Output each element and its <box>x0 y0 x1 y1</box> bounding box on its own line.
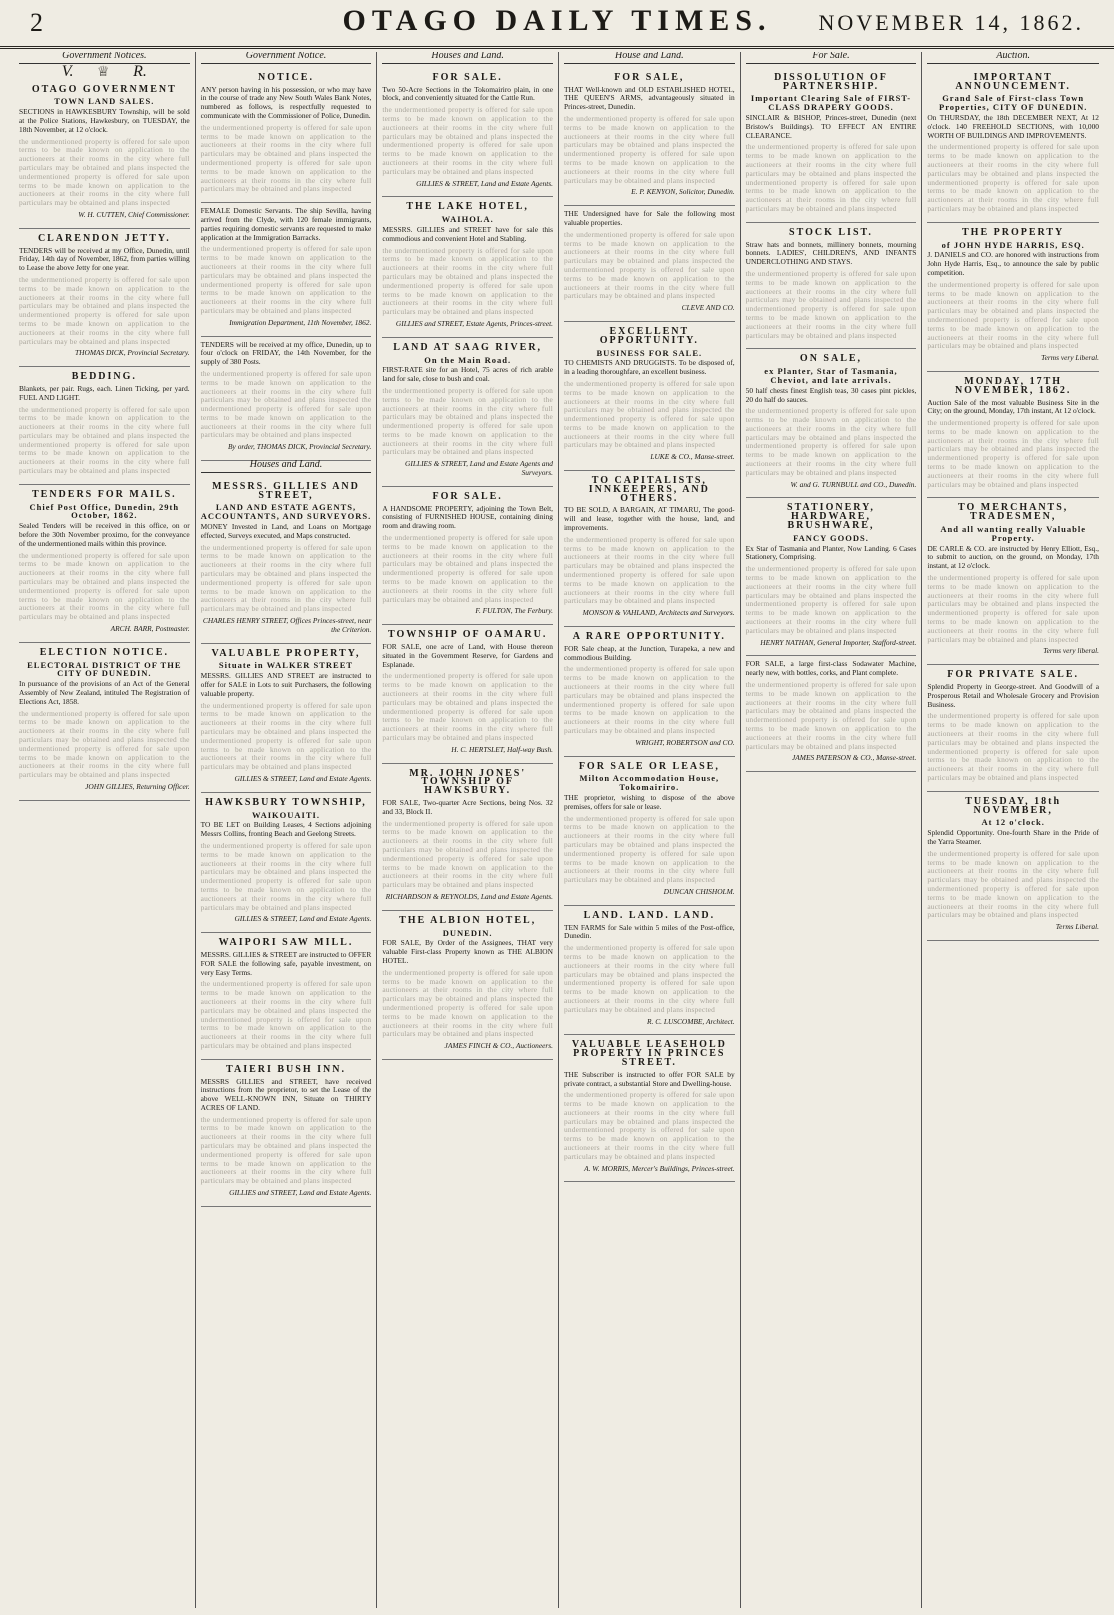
ad-signature: JAMES PATERSON & CO., Manse-street. <box>792 753 917 763</box>
ad-body: A HANDSOME PROPERTY, adjoining the Town Belt, consisting of FURNISHED HOUSE, containing dining room and drawing room. <box>382 503 553 531</box>
crest-icon: ♕ <box>97 64 110 80</box>
advertisement <box>19 80 190 229</box>
column-4 <box>559 52 741 1608</box>
ad-title: OTAGO GOVERNMENT <box>31 83 177 95</box>
advertisement <box>201 644 372 793</box>
ad-subtitle: And all wanting really Valuable Property. <box>940 524 1086 543</box>
advertisement <box>201 477 372 644</box>
ad-filler-text: the undermentioned property is offered for sale upon terms to be made known on application to the auctioneers at their rooms in the city where full particulars may be obtained and plans inspected the undermentioned property is offered for sale upon terms to be made known on application to the auctioneers at their rooms in the city where full particulars may be obtained and plans inspected <box>200 244 372 315</box>
ad-filler-text: the undermentioned property is offered for sale upon terms to be made known on application to the auctioneers at their rooms in the city where full particulars may be obtained and plans inspected the undermentioned property is offered for sale upon terms to be made known on application to the auctioneers at their rooms in the city where full particulars may be obtained and plans inspected <box>19 404 190 476</box>
ad-body: THE Subscriber is instructed to offer FOR SALE by private contract, a substantial Store and Dwelling-house. <box>564 1069 735 1088</box>
ad-subtitle: BUSINESS FOR SALE. <box>596 347 703 358</box>
advertisement <box>382 68 553 198</box>
ad-subtitle: DUNEDIN. <box>442 927 493 938</box>
ad-body: DE CARLE & CO. are instructed by Henry Elliott, Esq., to submit to auction, on the ground, on Monday, 17th instant, at 12 o'clock. <box>927 543 1099 571</box>
column-heading: Government Notices. <box>19 52 190 64</box>
ad-title: FOR PRIVATE SALE. <box>947 669 1080 681</box>
ad-body: MESSRS GILLIES and STREET, have received instructions from the proprietor, to set the Lease of the above WELL-KNOWN INN, Situate on THIRTY ACRES OF LAND. <box>200 1076 372 1112</box>
ad-filler-text: the undermentioned property is offered for sale upon terms to be made known on application to the auctioneers at their rooms in the city where full particulars may be obtained and plans inspected the undermentioned property is offered for sale upon terms to be made known on application to the auctioneers at their rooms in the city where full particulars may be obtained and plans inspected <box>564 943 735 1014</box>
ad-title: STATIONERY, HARDWARE, BRUSHWARE, <box>787 502 875 532</box>
ad-filler-text: the undermentioned property is offered for sale upon terms to be made known on application to the auctioneers at their rooms in the city where full particulars may be obtained and plans inspected the undermentioned property is offered for sale upon terms to be made known on application to the auctioneers at their rooms in the city where full particulars may be obtained and plans inspected <box>564 664 735 735</box>
ad-filler-text: the undermentioned property is offered for sale upon terms to be made known on application to the auctioneers at their rooms in the city where full particulars may be obtained and plans inspected the undermentioned property is offered for sale upon terms to be made known on application to the auctioneers at their rooms in the city where full particulars may be obtained and plans inspected <box>745 680 917 751</box>
column-5 <box>741 52 923 1608</box>
advertisement <box>201 337 372 462</box>
ad-title: ON SALE, <box>799 353 863 365</box>
ad-signature: JOHN GILLIES, Returning Officer. <box>85 781 190 791</box>
ad-filler-text: the undermentioned property is offered for sale upon terms to be made known on application to the auctioneers at their rooms in the city where full particulars may be obtained and plans inspected the undermentioned property is offered for sale upon terms to be made known on application to the auctioneers at their rooms in the city where full particulars may be obtained and plans inspected <box>200 122 372 194</box>
ad-signature: HENRY NATHAN, General Importer, Stafford-street. <box>760 637 917 647</box>
ad-filler-text: the undermentioned property is offered for sale upon terms to be made known on application to the auctioneers at their rooms in the city where full particulars may be obtained and plans inspected the undermentioned property is offered for sale upon terms to be made known on application to the auctioneers at their rooms in the city where full particulars may be obtained and plans inspected <box>564 534 735 606</box>
advertisement <box>746 656 917 772</box>
ad-filler-text: the undermentioned property is offered for sale upon terms to be made known on application to the auctioneers at their rooms in the city where full particulars may be obtained and plans inspected the undermentioned property is offered for sale upon terms to be made known on application to the auctioneers at their rooms in the city where full particulars may be obtained and plans inspected <box>745 268 917 340</box>
ad-signature: JAMES FINCH & CO., Auctioneers. <box>444 1041 553 1051</box>
ad-title: ELECTION NOTICE. <box>39 646 169 658</box>
column-heading: Government Notice. <box>201 52 372 64</box>
ad-body: Ex Star of Tasmania and Planter, Now Landing. 6 Cases Stationery, Comprising. <box>745 543 917 562</box>
ad-subtitle: FANCY GOODS. <box>793 532 869 543</box>
ad-body: TO BE LET on Building Leases, 4 Sections adjoining Messrs Collins, fronting Beach and Geelong Streets. <box>200 820 372 839</box>
ad-filler-text: the undermentioned property is offered for sale upon terms to be made known on application to the auctioneers at their rooms in the city where full particulars may be obtained and plans inspected the undermentioned property is offered for sale upon terms to be made known on application to the auctioneers at their rooms in the city where full particulars may be obtained and plans inspected <box>927 711 1099 782</box>
ad-title: TENDERS FOR MAILS. <box>32 488 177 500</box>
advertisement <box>564 206 735 322</box>
ad-subtitle: TOWN LAND SALES. <box>54 96 155 107</box>
ad-body: FOR SALE, By Order of the Assignees, THAT very valuable First-class Property known as THE ALBION HOTEL. <box>382 938 553 965</box>
ad-signature: GILLIES & STREET, Land and Estate Agents. <box>234 773 372 783</box>
ad-filler-text: the undermentioned property is offered for sale upon terms to be made known on application to the auctioneers at their rooms in the city where full particulars may be obtained and plans inspected the undermentioned property is offered for sale upon terms to be made known on application to the auctioneers at their rooms in the city where full particulars may be obtained and plans inspected <box>200 700 372 772</box>
ad-filler-text: the undermentioned property is offered for sale upon terms to be made known on application to the auctioneers at their rooms in the city where full particulars may be obtained and plans inspected the undermentioned property is offered for sale upon terms to be made known on application to the auctioneers at their rooms in the city where full particulars may be obtained and plans inspected <box>19 708 190 780</box>
ad-filler-text: the undermentioned property is offered for sale upon terms to be made known on application to the auctioneers at their rooms in the city where full particulars may be obtained and plans inspected the undermentioned property is offered for sale upon terms to be made known on application to the auctioneers at their rooms in the city where full particulars may be obtained and plans inspected <box>19 274 190 346</box>
advertisement <box>746 498 917 656</box>
ad-signature: DUNCAN CHISHOLM. <box>663 886 735 896</box>
ad-body: TO CHEMISTS AND DRUGGISTS. To be disposed of, in a leading thoroughfare, an excellent business. <box>564 358 735 377</box>
ad-filler-text: the undermentioned property is offered for sale upon terms to be made known on application to the auctioneers at their rooms in the city where full particulars may be obtained and plans inspected the undermentioned property is offered for sale upon terms to be made known on application to the auctioneers at their rooms in the city where full particulars may be obtained and plans inspected <box>382 967 553 1039</box>
advertisement <box>382 625 553 763</box>
ad-subtitle: WAIKOUAITI. <box>252 809 320 820</box>
ad-filler-text: the undermentioned property is offered for sale upon terms to be made known on application to the auctioneers at their rooms in the city where full particulars may be obtained and plans inspected the undermentioned property is offered for sale upon terms to be made known on application to the auctioneers at their rooms in the city where full particulars may be obtained and plans inspected <box>564 113 735 185</box>
advertisement <box>927 498 1099 665</box>
ad-title: A RARE OPPORTUNITY. <box>572 631 726 643</box>
ad-body: THE Undersigned have for Sale the following most valuable properties. <box>564 209 735 227</box>
advertisement <box>564 627 735 757</box>
ad-filler-text: the undermentioned property is offered for sale upon terms to be made known on application to the auctioneers at their rooms in the city where full particulars may be obtained and plans inspected the undermentioned property is offered for sale upon terms to be made known on application to the auctioneers at their rooms in the city where full particulars may be obtained and plans inspected <box>200 542 372 614</box>
ad-filler-text: the undermentioned property is offered for sale upon terms to be made known on application to the auctioneers at their rooms in the city where full particulars may be obtained and plans inspected the undermentioned property is offered for sale upon terms to be made known on application to the auctioneers at their rooms in the city where full particulars may be obtained and plans inspected <box>19 550 190 622</box>
ad-body: SECTIONS in HAWKESBURY Township, will be sold at the Police Stations, Hawkesbury, on TUESDAY, the 18th November, at 12 o'clock. <box>19 107 190 134</box>
ad-title: TO CAPITALISTS, INNKEEPERS, AND OTHERS. <box>588 475 710 504</box>
ad-signature: Terms very liberal. <box>1043 646 1099 656</box>
advertisement <box>927 68 1099 223</box>
advertisement <box>927 792 1099 941</box>
advertisement <box>19 367 190 485</box>
ad-filler-text: the undermentioned property is offered for sale upon terms to be made known on application to the auctioneers at their rooms in the city where full particulars may be obtained and plans inspected the undermentioned property is offered for sale upon terms to be made known on application to the auctioneers at their rooms in the city where full particulars may be obtained and plans inspected <box>382 105 553 176</box>
ad-filler-text: the undermentioned property is offered for sale upon terms to be made known on application to the auctioneers at their rooms in the city where full particulars may be obtained and plans inspected the undermentioned property is offered for sale upon terms to be made known on application to the auctioneers at their rooms in the city where full particulars may be obtained and plans inspected <box>382 245 553 317</box>
ad-body: TEN FARMS for Sale within 5 miles of the Post-office, Dunedin. <box>564 922 735 941</box>
advertisement <box>382 487 553 625</box>
ad-body: TO BE SOLD, A BARGAIN, AT TIMARU, The good-will and lease, together with the house, land, and improvements. <box>564 505 735 533</box>
ad-signature: CLEVE AND CO. <box>681 303 735 313</box>
ad-title: FOR SALE. <box>432 71 503 83</box>
ad-filler-text: the undermentioned property is offered for sale upon terms to be made known on application to the auctioneers at their rooms in the city where full particulars may be obtained and plans inspected the undermentioned property is offered for sale upon terms to be made known on application to the auctioneers at their rooms in the city where full particulars may be obtained and plans inspected <box>200 979 372 1050</box>
ad-body: Blankets, per pair. Rugs, each. Linen Ticking, per yard. FUEL AND LIGHT. <box>19 383 190 402</box>
column-heading: Auction. <box>927 52 1099 64</box>
ad-title: TOWNSHIP OF OAMARU. <box>387 629 548 641</box>
advertisement <box>746 68 917 223</box>
ad-title: LAND AT SAAG RIVER, <box>393 341 543 353</box>
ad-filler-text: the undermentioned property is offered for sale upon terms to be made known on application to the auctioneers at their rooms in the city where full particulars may be obtained and plans inspected the undermentioned property is offered for sale upon terms to be made known on application to the auctioneers at their rooms in the city where full particulars may be obtained and plans inspected <box>382 385 553 457</box>
advertisement <box>927 372 1099 499</box>
ad-subtitle: On the Main Road. <box>424 354 512 365</box>
ad-filler-text: the undermentioned property is offered for sale upon terms to be made known on application to the auctioneers at their rooms in the city where full particulars may be obtained and plans inspected the undermentioned property is offered for sale upon terms to be made known on application to the auctioneers at their rooms in the city where full particulars may be obtained and plans inspected <box>927 418 1099 489</box>
ad-title: WAIPORI SAW MILL. <box>218 937 354 949</box>
column-subheading: Houses and Land. <box>201 461 372 473</box>
ad-subtitle: WAIHOLA. <box>441 214 494 225</box>
ad-title: MESSRS. GILLIES AND STREET, <box>212 480 360 501</box>
ad-filler-text: the undermentioned property is offered for sale upon terms to be made known on application to the auctioneers at their rooms in the city where full particulars may be obtained and plans inspected the undermentioned property is offered for sale upon terms to be made known on application to the auctioneers at their rooms in the city where full particulars may be obtained and plans inspected <box>927 279 1099 351</box>
ad-body: FOR SALE, Two-quarter Acre Sections, being Nos. 32 and 33, Block II. <box>382 797 553 816</box>
ad-subtitle: Chief Post Office, Dunedin, 29th October, 1862. <box>29 501 180 521</box>
ad-title: LAND. LAND. LAND. <box>583 909 716 921</box>
ad-signature: Immigration Department, 11th November, 1862. <box>229 317 372 327</box>
ad-filler-text: the undermentioned property is offered for sale upon terms to be made known on application to the auctioneers at their rooms in the city where full particulars may be obtained and plans inspected the undermentioned property is offered for sale upon terms to be made known on application to the auctioneers at their rooms in the city where full particulars may be obtained and plans inspected <box>382 671 553 742</box>
ad-subtitle: At 12 o'clock. <box>981 817 1045 828</box>
ad-body: Auction Sale of the most valuable Business Site in the City; on the ground, Monday, 17th instant, At 12 o'clock. <box>927 397 1099 416</box>
ad-title: CLARENDON JETTY. <box>37 232 171 244</box>
ad-body: FIRST-RATE site for an Hotel, 75 acres of rich arable land for sale, close to bush and coal. <box>382 365 553 384</box>
advertisement <box>382 197 553 337</box>
ad-body: 50 half chests finest English teas, 30 cases pint pickles, 20 do half do sauces. <box>745 385 917 404</box>
ad-body: THAT Well-known and OLD ESTABLISHED HOTEL, THE QUEEN'S ARMS, advantageously situated in Princes-street, Dunedin. <box>564 84 735 112</box>
ad-title: EXCELLENT OPPORTUNITY. <box>599 325 699 346</box>
ad-body: ANY person having in his possession, or who may have in the course of trade any New South Wales Bank Notes, numbered as follows, is respectfully requested to communicate with the Commissioner of Police, Dunedin. <box>200 84 372 120</box>
ad-subtitle: ELECTORAL DISTRICT OF THE CITY OF DUNEDIN. <box>27 659 182 679</box>
advertisement <box>564 906 735 1036</box>
advertisement <box>746 349 917 498</box>
ad-subtitle: Situate in WALKER STREET <box>218 660 354 671</box>
advertisement <box>201 933 372 1060</box>
ad-signature: RICHARDSON & REYNOLDS, Land and Estate Agents. <box>385 891 553 901</box>
ad-title: THE ALBION HOTEL, <box>399 914 537 926</box>
ad-signature: GILLIES and STREET, Land and Estate Agents. <box>229 1188 372 1198</box>
advertisement <box>201 793 372 933</box>
ad-signature: WRIGHT, ROBERTSON and CO. <box>635 737 735 747</box>
ad-body: TENDERS will be received at my Office, Dunedin, until Friday, 14th day of November, 1862, from parties willing to Lease the above Jetty for one year. <box>19 245 190 273</box>
ad-subtitle: ex Planter, Star of Tasmania, Cheviot, and late arrivals. <box>764 366 898 385</box>
ad-body: J. DANIELS and CO. are honored with instructions from John Hyde Harris, Esq., to announce the sale by public competition. <box>927 250 1099 277</box>
ad-filler-text: the undermentioned property is offered for sale upon terms to be made known on application to the auctioneers at their rooms in the city where full particulars may be obtained and plans inspected the undermentioned property is offered for sale upon terms to be made known on application to the auctioneers at their rooms in the city where full particulars may be obtained and plans inspected <box>19 136 190 208</box>
ad-title: DISSOLUTION OF PARTNERSHIP. <box>774 71 888 92</box>
ad-title: VALUABLE LEASEHOLD PROPERTY IN PRINCES STREET. <box>571 1039 727 1068</box>
advertisement <box>201 203 372 336</box>
ad-body: FOR SALE, a large first-class Sodawater Machine, nearly new, with bottles, corks, and Plant complete. <box>745 659 917 678</box>
ad-filler-text: the undermentioned property is offered for sale upon terms to be made known on application to the auctioneers at their rooms in the city where full particulars may be obtained and plans inspected the undermentioned property is offered for sale upon terms to be made known on application to the auctioneers at their rooms in the city where full particulars may be obtained and plans inspected <box>200 368 372 440</box>
ad-body: FOR SALE, one acre of Land, with House thereon situated in the Government Reserve, for Gardens and Esplanade. <box>382 642 553 669</box>
ad-title: THE LAKE HOTEL, <box>406 201 529 213</box>
ad-body: THE proprietor, wishing to dispose of the above premises, offers for sale or lease. <box>564 792 735 811</box>
advertisement <box>564 471 735 627</box>
ad-title: MR. JOHN JONES' TOWNSHIP OF HAWKSBURY. <box>409 767 527 797</box>
ad-body: MESSRS. GILLIES & STREET are instructed to OFFER FOR SALE the following safe, payable investment, on very Easy Terms. <box>200 949 372 977</box>
ad-title: TAIERI BUSH INN. <box>226 1063 346 1075</box>
ad-signature: H. C. HERTSLET, Half-way Bush. <box>451 744 553 754</box>
ad-title: VALUABLE PROPERTY, <box>211 647 361 659</box>
page-number: 2 <box>30 8 43 37</box>
advertisement <box>19 643 190 801</box>
columns <box>14 52 1104 1608</box>
ad-body: In pursuance of the provisions of an Act of the General Assembly of New Zealand, intituled The Registration of Elections Act, 1858. <box>19 679 190 706</box>
ad-filler-text: the undermentioned property is offered for sale upon terms to be made known on application to the auctioneers at their rooms in the city where full particulars may be obtained and plans inspected the undermentioned property is offered for sale upon terms to be made known on application to the auctioneers at their rooms in the city where full particulars may be obtained and plans inspected <box>745 406 917 477</box>
ad-title: IMPORTANT ANNOUNCEMENT. <box>955 71 1071 92</box>
ad-signature: LUKE & CO., Manse-street. <box>650 452 735 462</box>
ad-filler-text: the undermentioned property is offered for sale upon terms to be made known on application to the auctioneers at their rooms in the city where full particulars may be obtained and plans inspected the undermentioned property is offered for sale upon terms to be made known on application to the auctioneers at their rooms in the city where full particulars may be obtained and plans inspected <box>382 818 553 890</box>
ad-signature: Terms very Liberal. <box>1041 353 1099 363</box>
ad-filler-text: the undermentioned property is offered for sale upon terms to be made known on application to the auctioneers at their rooms in the city where full particulars may be obtained and plans inspected the undermentioned property is offered for sale upon terms to be made known on application to the auctioneers at their rooms in the city where full particulars may be obtained and plans inspected <box>564 378 735 450</box>
advertisement <box>382 764 553 911</box>
column-heading: For Sale. <box>746 52 917 64</box>
ad-signature: CHARLES HENRY STREET, Offices Princes-street, near the Criterion. <box>202 616 372 634</box>
ad-filler-text: the undermentioned property is offered for sale upon terms to be made known on application to the auctioneers at their rooms in the city where full particulars may be obtained and plans inspected the undermentioned property is offered for sale upon terms to be made known on application to the auctioneers at their rooms in the city where full particulars may be obtained and plans inspected <box>564 229 735 301</box>
advertisement <box>564 757 735 906</box>
ad-signature: THOMAS DICK, Provincial Secretary. <box>75 348 190 358</box>
ad-filler-text: the undermentioned property is offered for sale upon terms to be made known on application to the auctioneers at their rooms in the city where full particulars may be obtained and plans inspected the undermentioned property is offered for sale upon terms to be made known on application to the auctioneers at their rooms in the city where full particulars may be obtained and plans inspected <box>564 1090 735 1161</box>
ad-filler-text: the undermentioned property is offered for sale upon terms to be made known on application to the auctioneers at their rooms in the city where full particulars may be obtained and plans inspected the undermentioned property is offered for sale upon terms to be made known on application to the auctioneers at their rooms in the city where full particulars may be obtained and plans inspected <box>200 840 372 912</box>
ad-subtitle: Milton Accommodation House, Tokomairiro. <box>579 773 720 793</box>
ad-signature: GILLIES & STREET, Land and Estate Agents. <box>234 914 372 924</box>
ad-filler-text: the undermentioned property is offered for sale upon terms to be made known on application to the auctioneers at their rooms in the city where full particulars may be obtained and plans inspected the undermentioned property is offered for sale upon terms to be made known on application to the auctioneers at their rooms in the city where full particulars may be obtained and plans inspected <box>382 533 553 604</box>
ad-signature: MONSON & VAHLAND, Architects and Surveyors. <box>582 608 735 618</box>
ad-filler-text: the undermentioned property is offered for sale upon terms to be made known on application to the auctioneers at their rooms in the city where full particulars may be obtained and plans inspected the undermentioned property is offered for sale upon terms to be made known on application to the auctioneers at their rooms in the city where full particulars may be obtained and plans inspected <box>745 564 917 635</box>
advertisement <box>382 338 553 487</box>
ad-body: Two 50-Acre Sections in the Tokomairiro plain, in one block, and conveniently situated for the Cattle Run. <box>382 84 553 103</box>
ad-signature: ARCH. BARR, Postmaster. <box>110 624 190 634</box>
ad-title: BEDDING. <box>71 371 137 383</box>
ad-title: TO MERCHANTS, TRADESMEN, <box>958 502 1069 523</box>
ad-filler-text: the undermentioned property is offered for sale upon terms to be made known on application to the auctioneers at their rooms in the city where full particulars may be obtained and plans inspected the undermentioned property is offered for sale upon terms to be made known on application to the auctioneers at their rooms in the city where full particulars may be obtained and plans inspected <box>927 848 1099 920</box>
ad-body: Straw hats and bonnets, millinery bonnets, mourning bonnets. LADIES', CHILDREN'S, AND INFANTS UNDERCLOTHING AND STAYS. <box>745 239 917 267</box>
ad-title: HAWKSBURY TOWNSHIP, <box>205 796 367 808</box>
ad-body: FEMALE Domestic Servants. The ship Sevilla, having arrived from the Clyde, with 120 female immigrants, parties requiring domestic servants are requested to make application at the Immigration Barracks. <box>200 206 372 242</box>
ad-filler-text: the undermentioned property is offered for sale upon terms to be made known on application to the auctioneers at their rooms in the city where full particulars may be obtained and plans inspected the undermentioned property is offered for sale upon terms to be made known on application to the auctioneers at their rooms in the city where full particulars may be obtained and plans inspected <box>927 142 1099 213</box>
ad-filler-text: the undermentioned property is offered for sale upon terms to be made known on application to the auctioneers at their rooms in the city where full particulars may be obtained and plans inspected the undermentioned property is offered for sale upon terms to be made known on application to the auctioneers at their rooms in the city where full particulars may be obtained and plans inspected <box>745 142 917 213</box>
ad-signature: W. and G. TURNBULL and CO., Dunedin. <box>790 479 917 489</box>
ad-body: MESSRS. GILLIES and STREET have for sale this commodious and convenient Hotel and Stabling. <box>382 224 553 243</box>
ad-signature: R. C. LUSCOMBE, Architect. <box>647 1016 735 1026</box>
ad-signature: Terms Liberal. <box>1055 922 1099 932</box>
advertisement <box>746 223 917 350</box>
newspaper-title: OTAGO DAILY TIMES. <box>342 4 772 37</box>
advertisement <box>19 485 190 643</box>
ad-signature: GILLIES & STREET, Land and Estate Agents and Surveyors. <box>405 459 553 478</box>
issue-date: NOVEMBER 14, 1862. <box>818 10 1084 35</box>
advertisement <box>564 1035 735 1182</box>
ad-signature: W. H. CUTTEN, Chief Commissioner. <box>78 209 190 219</box>
ad-body: Sealed Tenders will be received in this office, on or before the 30th November proximo, for the conveyance of the undermentioned mails within this province. <box>19 521 190 548</box>
advertisement <box>201 68 372 203</box>
advertisement <box>564 322 735 471</box>
ad-signature: E. P. KENYON, Solicitor, Dunedin. <box>631 187 735 197</box>
ad-signature: By order, THOMAS DICK, Provincial Secretary. <box>228 442 372 452</box>
column-heading: House and Land. <box>564 52 735 64</box>
ad-title: MONDAY, 17TH NOVEMBER, 1862. <box>954 375 1072 396</box>
ad-title: STOCK LIST. <box>789 226 873 238</box>
column-heading: Houses and Land. <box>382 52 553 64</box>
ad-subtitle: Grand Sale of First-class Town Properties, CITY OF DUNEDIN. <box>939 93 1088 113</box>
ad-body: FOR Sale cheap, at the Junction, Turapeka, a new and commodious Building. <box>564 643 735 662</box>
ad-body: SINCLAIR & BISHOP, Princes-street, Dunedin (next Bristow's Buildings). TO EFFECT AN ENTIRE CLEARANCE. <box>745 112 917 140</box>
advertisement <box>201 1060 372 1207</box>
ad-filler-text: the undermentioned property is offered for sale upon terms to be made known on application to the auctioneers at their rooms in the city where full particulars may be obtained and plans inspected the undermentioned property is offered for sale upon terms to be made known on application to the auctioneers at their rooms in the city where full particulars may be obtained and plans inspected <box>564 813 735 885</box>
advertisement <box>19 229 190 367</box>
ad-title: FOR SALE OR LEASE, <box>578 760 720 772</box>
column-2 <box>196 52 378 1608</box>
ad-body: MONEY Invested in Land, and Loans on Mortgage effected, Surveys executed, and Maps constructed. <box>200 522 372 540</box>
ad-subtitle: Important Clearing Sale of FIRST-CLASS DRAPERY GOODS. <box>750 93 912 113</box>
ad-body: On THURSDAY, the 18th DECEMBER NEXT, At 12 o'clock. 140 FREEHOLD SECTIONS, with 10,000 WORTH OF BUILDINGS AND IMPROVEMENTS. <box>927 112 1099 140</box>
royal-crest: V. ♕ R. <box>61 62 147 80</box>
ad-subtitle: LAND AND ESTATE AGENTS, ACCOUNTANTS, AND SURVEYORS. <box>200 502 372 522</box>
ad-body: MESSRS. GILLIES AND STREET are instructed to offer for SALE in Lots to suit Purchasers, the following valuable property. <box>200 671 372 698</box>
ad-title: TUESDAY, 18th NOVEMBER, <box>965 795 1062 816</box>
column-1 <box>14 52 196 1608</box>
ad-title: FOR SALE. <box>432 490 503 502</box>
masthead <box>0 0 1114 49</box>
ad-signature: GILLIES and STREET, Estate Agents, Princes-street. <box>395 318 553 328</box>
ad-body: Splendid Opportunity. One-fourth Share in the Pride of the Yarra Steamer. <box>927 828 1099 846</box>
ad-title: FOR SALE, <box>614 71 685 83</box>
column-6 <box>922 52 1104 1608</box>
column-3 <box>377 52 559 1608</box>
ad-signature: A. W. MORRIS, Mercer's Buildings, Princes-street. <box>584 1163 735 1173</box>
ad-body: TENDERS will be received at my office, Dunedin, up to four o'clock on FRIDAY, the 14th November, for the supply of 380 Posts. <box>200 339 372 367</box>
advertisement <box>927 665 1099 792</box>
ad-signature: GILLIES & STREET, Land and Estate Agents. <box>416 178 553 188</box>
ad-filler-text: the undermentioned property is offered for sale upon terms to be made known on application to the auctioneers at their rooms in the city where full particulars may be obtained and plans inspected the undermentioned property is offered for sale upon terms to be made known on application to the auctioneers at their rooms in the city where full particulars may be obtained and plans inspected <box>200 1114 372 1186</box>
advertisement <box>382 911 553 1060</box>
ad-title: THE PROPERTY <box>962 226 1065 238</box>
advertisement <box>927 223 1099 372</box>
ad-subtitle: of JOHN HYDE HARRIS, ESQ. <box>941 239 1085 250</box>
ad-title: NOTICE. <box>258 71 314 83</box>
ad-filler-text: the undermentioned property is offered for sale upon terms to be made known on application to the auctioneers at their rooms in the city where full particulars may be obtained and plans inspected the undermentioned property is offered for sale upon terms to be made known on application to the auctioneers at their rooms in the city where full particulars may be obtained and plans inspected <box>927 573 1099 644</box>
ad-signature: F. FULTON, The Ferbury. <box>475 606 553 616</box>
advertisement <box>564 68 735 206</box>
ad-body: Splendid Property in George-street. And Goodwill of a Prosperous Retail and Wholesale Grocery and Provision Business. <box>927 682 1099 709</box>
